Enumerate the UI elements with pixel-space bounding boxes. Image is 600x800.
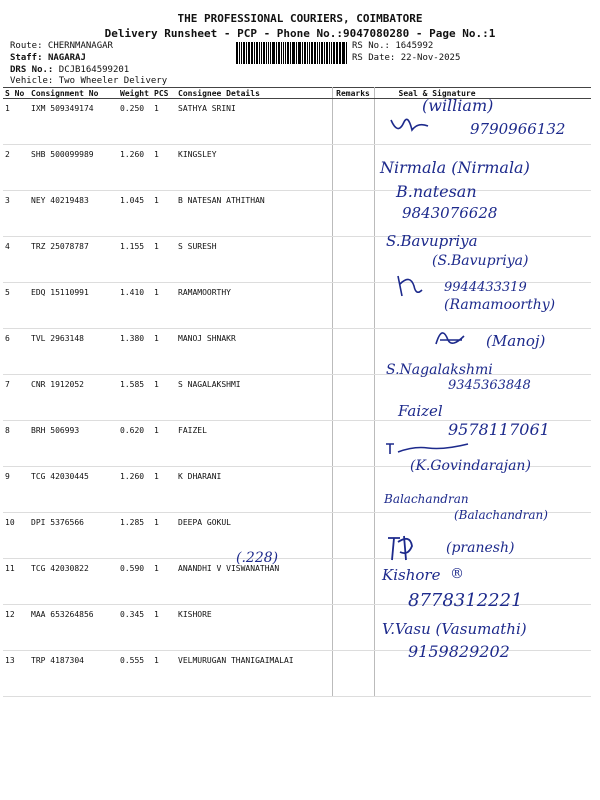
cell-pcs: 1 bbox=[152, 329, 176, 375]
cell-consignment: CNR 1912052 bbox=[29, 375, 118, 421]
hw-row5-name: (Ramamoorthy) bbox=[444, 297, 556, 313]
cell-remarks bbox=[332, 559, 374, 605]
col-header-remarks: Remarks bbox=[332, 88, 374, 99]
cell-consignee: MANOJ SHNAKR bbox=[176, 329, 332, 375]
cell-weight: 0.345 bbox=[118, 605, 152, 651]
cell-sno: 12 bbox=[3, 605, 29, 651]
hw-row11-name: (pranesh) bbox=[446, 540, 515, 556]
cell-pcs: 1 bbox=[152, 467, 176, 513]
cell-weight: 1.585 bbox=[118, 375, 152, 421]
col-header-sno: S No bbox=[3, 88, 29, 99]
cell-pcs: 1 bbox=[152, 651, 176, 697]
hw-row12-name: Kishore bbox=[382, 566, 441, 584]
cell-consignment: TRZ 25078787 bbox=[29, 237, 118, 283]
hw-row3-name: B.natesan bbox=[396, 182, 477, 201]
staff-name: NAGARAJ bbox=[47, 53, 86, 63]
cell-sno: 6 bbox=[3, 329, 29, 375]
hw-row13-name: V.Vasu (Vasumathi) bbox=[382, 620, 527, 638]
cell-remarks bbox=[332, 237, 374, 283]
cell-pcs: 1 bbox=[152, 605, 176, 651]
cell-weight: 0.620 bbox=[118, 421, 152, 467]
cell-remarks bbox=[332, 605, 374, 651]
cell-pcs: 1 bbox=[152, 191, 176, 237]
hw-row9-name: (K.Govindarajan) bbox=[410, 458, 531, 474]
cell-sno: 13 bbox=[3, 651, 29, 697]
cell-weight: 1.260 bbox=[118, 145, 152, 191]
cell-consignee: ANANDHI V VISWANATHAN bbox=[176, 559, 332, 605]
route-label: Route: CHERNMANAGAR bbox=[10, 41, 113, 51]
cell-pcs: 1 bbox=[152, 421, 176, 467]
cell-remarks bbox=[332, 283, 374, 329]
cell-sno: 5 bbox=[3, 283, 29, 329]
cell-consignment: MAA 653264856 bbox=[29, 605, 118, 651]
cell-consignee: KISHORE bbox=[176, 605, 332, 651]
barcode bbox=[236, 42, 348, 64]
hw-row7-name: S.Nagalakshmi bbox=[386, 362, 493, 378]
document-subtitle: Delivery Runsheet - PCP - Phone No.:9047080280 - Page No.:1 bbox=[104, 27, 496, 40]
cell-sno: 1 bbox=[3, 99, 29, 145]
hw-row7-phone: 9345363848 bbox=[448, 378, 531, 393]
cell-consignee: VELMURUGAN THANIGAIMALAI bbox=[176, 651, 332, 697]
cell-consignee: SATHYA SRINI bbox=[176, 99, 332, 145]
cell-pcs: 1 bbox=[152, 375, 176, 421]
hw-row5-phone: 9944433319 bbox=[444, 280, 527, 295]
cell-weight: 0.590 bbox=[118, 559, 152, 605]
hw-row10-name: Balachandran bbox=[384, 492, 469, 506]
cell-remarks bbox=[332, 145, 374, 191]
cell-consignment: SHB 500099989 bbox=[29, 145, 118, 191]
staff-line bbox=[10, 53, 86, 63]
cell-weight: 1.260 bbox=[118, 467, 152, 513]
cell-weight: 1.380 bbox=[118, 329, 152, 375]
cell-consignment: DPI 5376566 bbox=[29, 513, 118, 559]
cell-consignee: DEEPA GOKUL bbox=[176, 513, 332, 559]
cell-consignee: K DHARANI bbox=[176, 467, 332, 513]
cell-sno: 2 bbox=[3, 145, 29, 191]
cell-weight: 1.285 bbox=[118, 513, 152, 559]
cell-consignment: EDQ 15110991 bbox=[29, 283, 118, 329]
cell-sno: 7 bbox=[3, 375, 29, 421]
cell-consignee: FAIZEL bbox=[176, 421, 332, 467]
table-header-row bbox=[3, 88, 591, 99]
cell-weight: 0.555 bbox=[118, 651, 152, 697]
hw-row12-circle: ® bbox=[450, 566, 464, 582]
hw-remark-note: (.228) bbox=[236, 550, 279, 566]
signature-scribble-1 bbox=[388, 112, 432, 138]
signature-scribble-9 bbox=[384, 436, 474, 458]
cell-remarks bbox=[332, 329, 374, 375]
table-row bbox=[3, 191, 591, 237]
cell-consignee: KINGSLEY bbox=[176, 145, 332, 191]
hw-row13-phone: 9159829202 bbox=[408, 642, 510, 661]
drs-number: DCJB164599201 bbox=[58, 65, 130, 75]
hw-row1-name: (william) bbox=[422, 96, 494, 115]
vehicle-label: Vehicle: Two Wheeler Delivery bbox=[10, 76, 168, 86]
hw-row6-name: (Manoj) bbox=[486, 332, 546, 350]
cell-consignment: TVL 2963148 bbox=[29, 329, 118, 375]
cell-sno: 3 bbox=[3, 191, 29, 237]
signature-scribble-5 bbox=[394, 272, 424, 300]
drs-line bbox=[10, 65, 129, 75]
col-header-weight: Weight bbox=[118, 88, 152, 99]
cell-remarks bbox=[332, 421, 374, 467]
cell-pcs: 1 bbox=[152, 283, 176, 329]
col-header-signature: Seal & Signature bbox=[374, 88, 591, 99]
col-header-consignee: Consignee Details bbox=[176, 88, 332, 99]
cell-remarks bbox=[332, 375, 374, 421]
hw-row3-phone: 9843076628 bbox=[402, 204, 498, 222]
cell-weight: 1.155 bbox=[118, 237, 152, 283]
cell-remarks bbox=[332, 191, 374, 237]
hw-row10-name2: (Balachandran) bbox=[454, 508, 548, 522]
cell-sno: 11 bbox=[3, 559, 29, 605]
cell-consignee: B NATESAN ATHITHAN bbox=[176, 191, 332, 237]
cell-sno: 10 bbox=[3, 513, 29, 559]
cell-pcs: 1 bbox=[152, 513, 176, 559]
cell-pcs: 1 bbox=[152, 145, 176, 191]
rs-number: RS No.: 1645992 bbox=[352, 41, 434, 51]
cell-consignment: TCG 42030445 bbox=[29, 467, 118, 513]
cell-weight: 1.045 bbox=[118, 191, 152, 237]
cell-consignee: RAMAMOORTHY bbox=[176, 283, 332, 329]
col-header-consignment: Consignment No bbox=[29, 88, 118, 99]
rs-date: RS Date: 22-Nov-2025 bbox=[352, 53, 461, 63]
hw-row1-phone: 9790966132 bbox=[470, 120, 566, 138]
cell-pcs: 1 bbox=[152, 237, 176, 283]
staff-label: Staff: bbox=[10, 53, 43, 63]
cell-sno: 9 bbox=[3, 467, 29, 513]
cell-pcs: 1 bbox=[152, 99, 176, 145]
hw-row2-name: Nirmala (Nirmala) bbox=[380, 158, 530, 177]
cell-weight: 0.250 bbox=[118, 99, 152, 145]
col-header-pcs: PCS bbox=[152, 88, 176, 99]
cell-sno: 8 bbox=[3, 421, 29, 467]
signature-scribble-6 bbox=[432, 324, 468, 350]
cell-consignment: TCG 42030822 bbox=[29, 559, 118, 605]
cell-consignment: IXM 509349174 bbox=[29, 99, 118, 145]
document-title: THE PROFESSIONAL COURIERS, COIMBATORE bbox=[177, 12, 423, 25]
cell-sno: 4 bbox=[3, 237, 29, 283]
hw-row8-phone: 9578117061 bbox=[448, 420, 550, 439]
hw-row12-phone: 8778312221 bbox=[408, 590, 523, 611]
hw-row4-name: S.Bavupriya bbox=[386, 232, 478, 250]
hw-row8-name: Faizel bbox=[398, 402, 443, 420]
cell-pcs: 1 bbox=[152, 559, 176, 605]
cell-remarks bbox=[332, 513, 374, 559]
cell-weight: 1.410 bbox=[118, 283, 152, 329]
cell-consignment: BRH 506993 bbox=[29, 421, 118, 467]
cell-remarks bbox=[332, 99, 374, 145]
hw-row4-name2: (S.Bavupriya) bbox=[432, 253, 529, 269]
signature-scribble-11 bbox=[384, 532, 418, 564]
cell-consignee: S SURESH bbox=[176, 237, 332, 283]
cell-consignment: TRP 4187304 bbox=[29, 651, 118, 697]
drs-label: DRS No.: bbox=[10, 65, 54, 75]
cell-remarks bbox=[332, 467, 374, 513]
cell-consignee: S NAGALAKSHMI bbox=[176, 375, 332, 421]
cell-remarks bbox=[332, 651, 374, 697]
cell-consignment: NEY 40219483 bbox=[29, 191, 118, 237]
